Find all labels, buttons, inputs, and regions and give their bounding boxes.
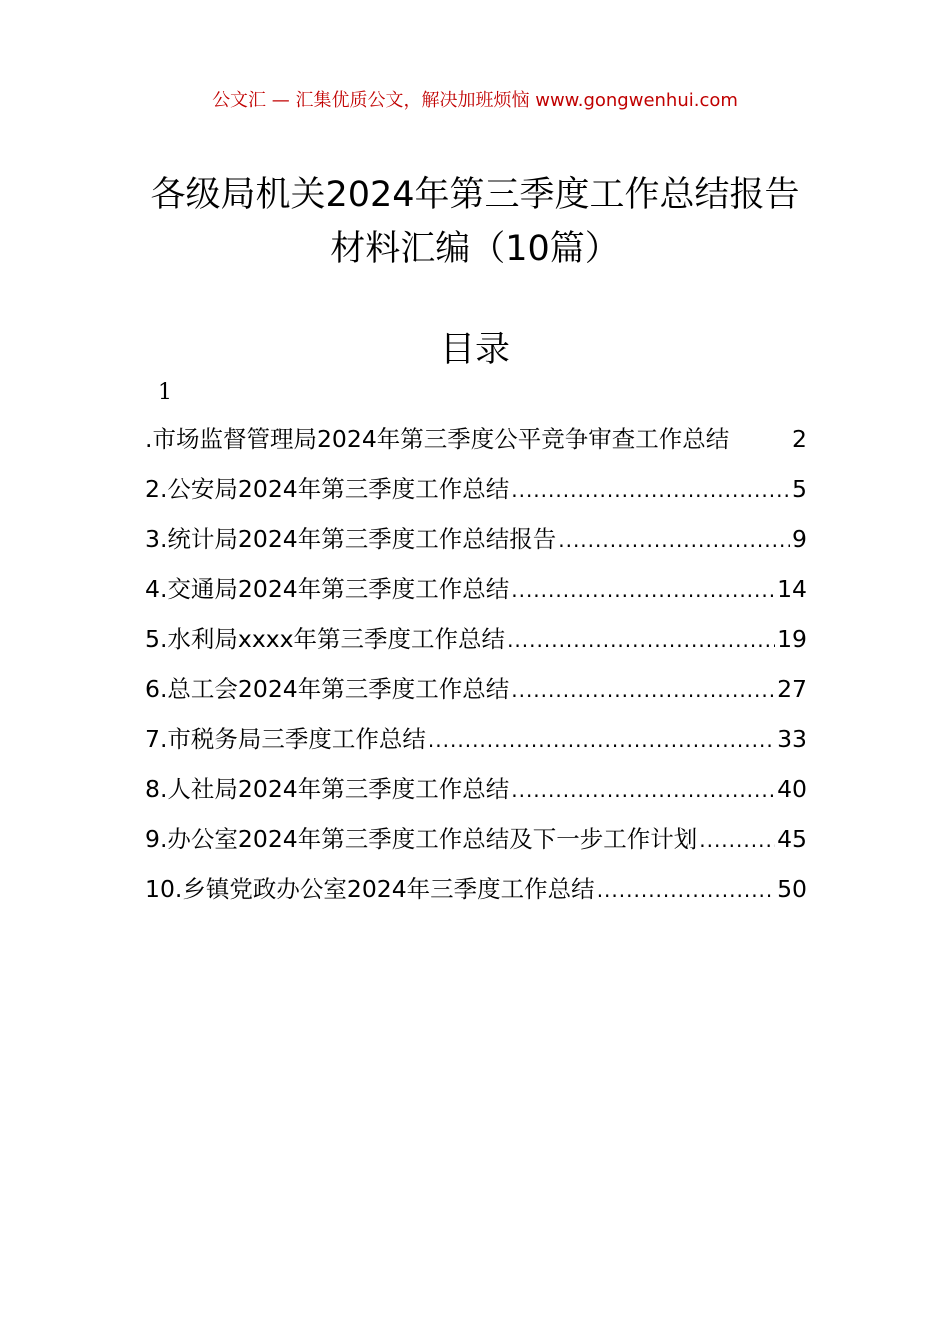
toc-entry[interactable] bbox=[145, 870, 807, 920]
toc-dot-leader bbox=[511, 778, 775, 802]
toc-entry-page: 33 bbox=[777, 725, 807, 753]
document-title bbox=[0, 168, 950, 276]
toc-entry-title: 9.办公室2024年第三季度工作总结及下一步工作计划 bbox=[145, 825, 698, 853]
toc-dot-leader bbox=[511, 678, 775, 702]
toc-entry-page: 14 bbox=[777, 575, 807, 603]
table-of-contents bbox=[145, 420, 807, 920]
toc-heading: 目录 bbox=[439, 330, 510, 370]
toc-dot-leader bbox=[511, 478, 790, 502]
toc-entry[interactable] bbox=[145, 670, 807, 720]
toc-entry-page: 27 bbox=[777, 675, 807, 703]
document-title-line-1: 各级局机关2024年第三季度工作总结报告 bbox=[150, 175, 800, 215]
toc-entry-title: 4.交通局2024年第三季度工作总结 bbox=[145, 575, 510, 603]
toc-dot-leader bbox=[558, 528, 790, 552]
toc-entry[interactable] bbox=[145, 620, 807, 670]
toc-dot-leader bbox=[507, 628, 775, 652]
header-banner: 公文汇 — 汇集优质公文，解决加班烦恼 www.gongwenhui.com bbox=[212, 90, 738, 111]
toc-entry-page: 40 bbox=[777, 775, 807, 803]
document-title-line-2: 材料汇编（10篇） bbox=[330, 229, 620, 269]
toc-entry-title: 3.统计局2024年第三季度工作总结报告 bbox=[145, 525, 557, 553]
toc-entry-title: 8.人社局2024年第三季度工作总结 bbox=[145, 775, 510, 803]
toc-entry[interactable] bbox=[145, 820, 807, 870]
toc-entry[interactable] bbox=[145, 770, 807, 820]
toc-entry[interactable] bbox=[145, 470, 807, 520]
toc-first-entry-number: 1 bbox=[158, 380, 172, 405]
toc-entry-title: 5.水利局xxxx年第三季度工作总结 bbox=[145, 625, 506, 653]
toc-entry-title: 10.乡镇党政办公室2024年三季度工作总结 bbox=[145, 875, 595, 903]
toc-entry[interactable] bbox=[145, 420, 807, 470]
toc-entry-page: 5 bbox=[792, 475, 807, 503]
toc-entry-page: 9 bbox=[792, 525, 807, 553]
toc-entry-title: .市场监督管理局2024年第三季度公平竞争审查工作总结 bbox=[145, 425, 730, 453]
toc-entry-title: 7.市税务局三季度工作总结 bbox=[145, 725, 426, 753]
toc-entry-page: 45 bbox=[777, 825, 807, 853]
toc-entry-title: 6.总工会2024年第三季度工作总结 bbox=[145, 675, 510, 703]
toc-entry[interactable] bbox=[145, 720, 807, 770]
toc-dot-leader bbox=[428, 728, 775, 752]
toc-entry-page: 50 bbox=[777, 875, 807, 903]
toc-dot-leader bbox=[699, 828, 775, 852]
toc-dot-leader bbox=[597, 878, 775, 902]
toc-entry-title: 2.公安局2024年第三季度工作总结 bbox=[145, 475, 510, 503]
toc-dot-leader bbox=[511, 578, 775, 602]
toc-entry-page: 2 bbox=[792, 425, 807, 453]
toc-entry[interactable] bbox=[145, 520, 807, 570]
toc-entry-page: 19 bbox=[777, 625, 807, 653]
toc-entry[interactable] bbox=[145, 570, 807, 620]
